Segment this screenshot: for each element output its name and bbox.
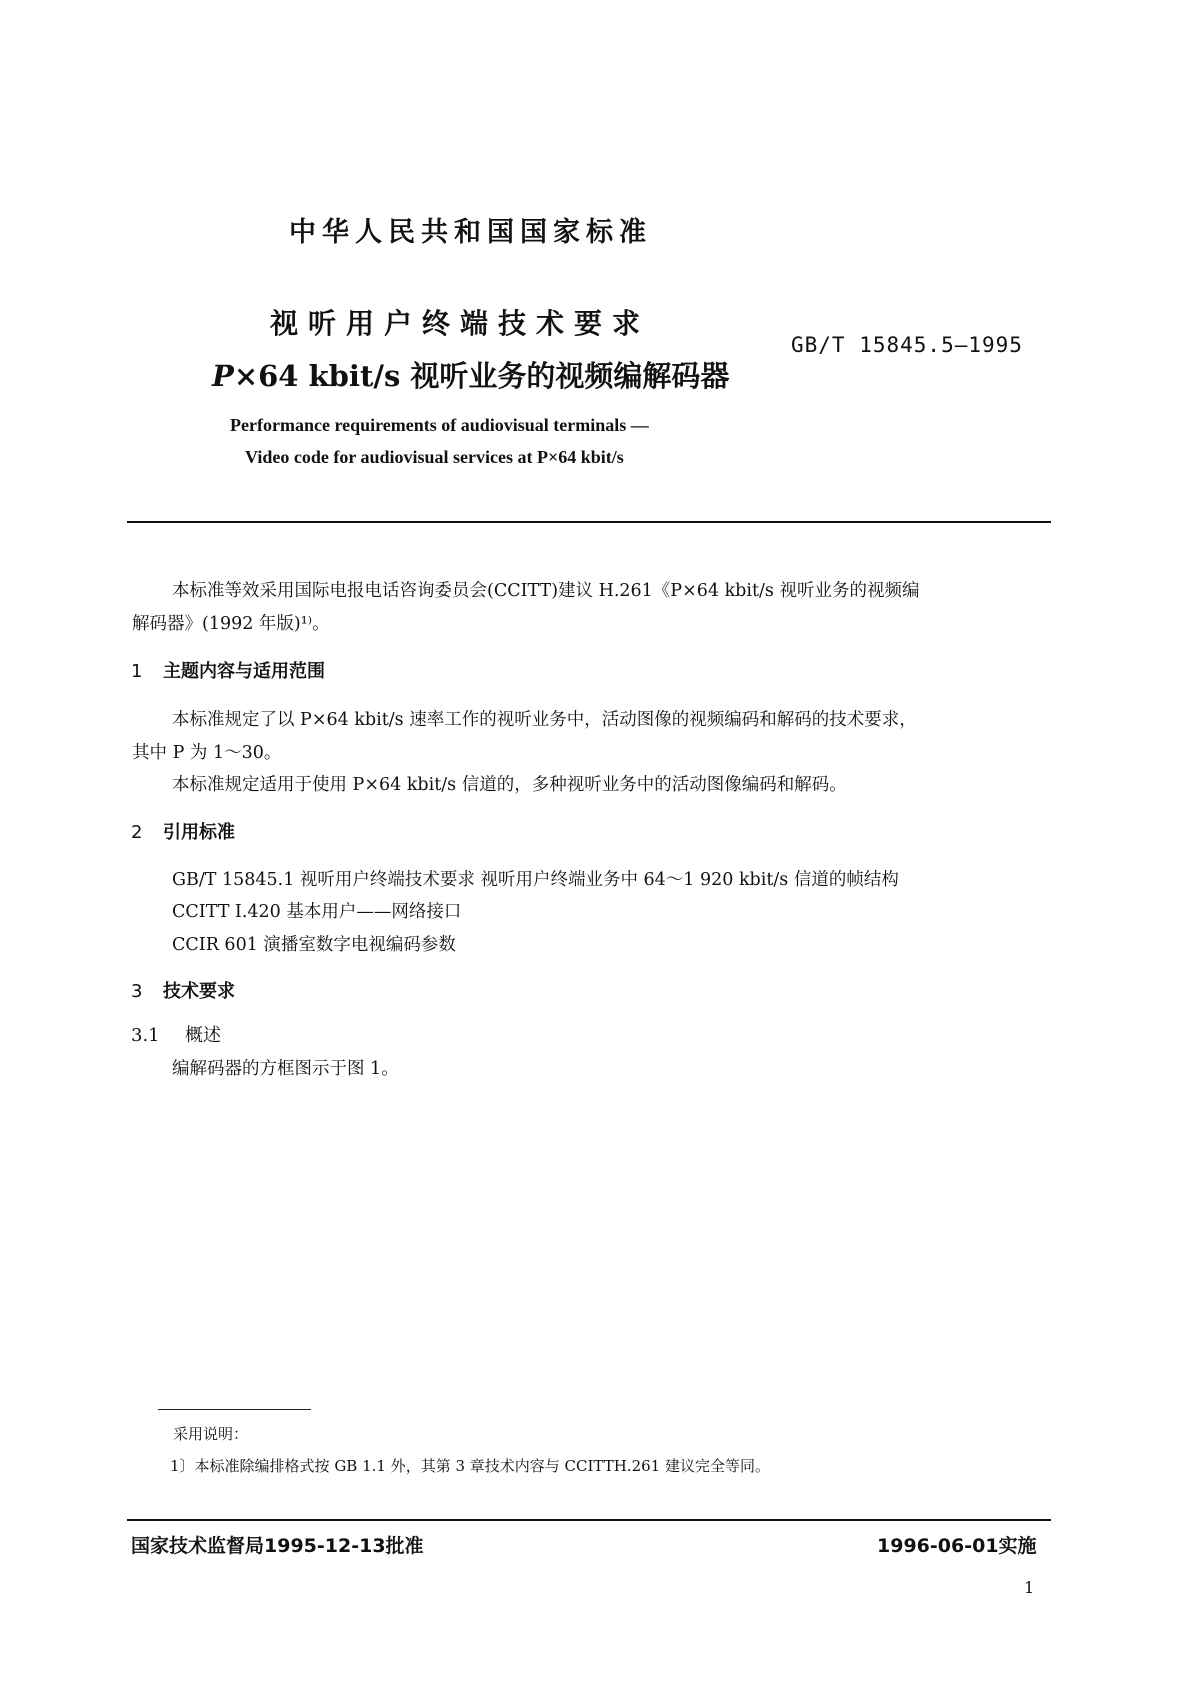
section-2-heading: [131, 818, 235, 844]
section-1-heading: [131, 657, 325, 683]
section-3-title: 技术要求: [163, 981, 235, 1002]
standard-name: 中华人民共和国国家标准: [289, 217, 652, 248]
reference-item: CCITT I.420 基本用户——网络接口: [172, 902, 462, 922]
footer-divider: [127, 1519, 1051, 1521]
section-1-para1-line1: 本标准规定了以 P×64 kbit/s 速率工作的视听业务中，活动图像的视频编码和解码的技术要求，: [172, 710, 917, 730]
title-chinese-line2-rest: ×64 kbit/s 视听业务的视频编解码器: [233, 359, 730, 393]
section-3-1-number: 3.1: [131, 1025, 160, 1046]
section-1-number: 1: [131, 661, 143, 682]
title-english-line2: Video code for audiovisual services at P×64 kbit/s: [245, 447, 624, 467]
intro-line2: 解码器》(1992 年版)¹⁾。: [132, 614, 330, 634]
reference-item: CCIR 601 演播室数字电视编码参数: [172, 935, 456, 955]
section-3-number: 3: [131, 981, 143, 1002]
section-3-heading: [131, 977, 235, 1003]
header-divider: [127, 521, 1051, 523]
section-3-1-para: 编解码器的方框图示于图 1。: [172, 1059, 399, 1079]
title-chinese-line1: 视听用户终端技术要求: [270, 307, 651, 340]
title-english-line1: Performance requirements of audiovisual terminals —: [230, 415, 649, 435]
section-3-1-title: 概述: [185, 1025, 221, 1046]
footnote-divider: [158, 1409, 311, 1410]
approval-line: 国家技术监督局1995-12-13批准: [131, 1535, 424, 1557]
section-1-title: 主题内容与适用范围: [163, 661, 325, 682]
standard-number: GB/T 15845.5—1995: [791, 333, 1023, 357]
section-3-1-heading: [131, 1021, 221, 1047]
page-number: 1: [1024, 1578, 1035, 1597]
section-1-para1-line2: 其中 P 为 1～30。: [132, 743, 282, 763]
footnote-title: 采用说明：: [173, 1425, 249, 1443]
footnote-body: 1〕本标准除编排格式按 GB 1.1 外，其第 3 章技术内容与 CCITTH.261 建议完全等同。: [170, 1457, 770, 1475]
section-2-number: 2: [131, 822, 143, 843]
implementation-date: 1996-06-01实施: [877, 1535, 1037, 1557]
title-chinese-line2: [212, 354, 729, 395]
intro-line1: 本标准等效采用国际电报电话咨询委员会(CCITT)建议 H.261《P×64 kbit/s 视听业务的视频编: [172, 581, 920, 601]
title-variable-p: P: [212, 359, 234, 393]
section-1-para2: 本标准规定适用于使用 P×64 kbit/s 信道的，多种视听业务中的活动图像编码和解码。: [172, 775, 847, 795]
reference-item: GB/T 15845.1 视听用户终端技术要求 视听用户终端业务中 64～1 920 kbit/s 信道的帧结构: [172, 870, 899, 890]
section-2-title: 引用标准: [163, 822, 235, 843]
